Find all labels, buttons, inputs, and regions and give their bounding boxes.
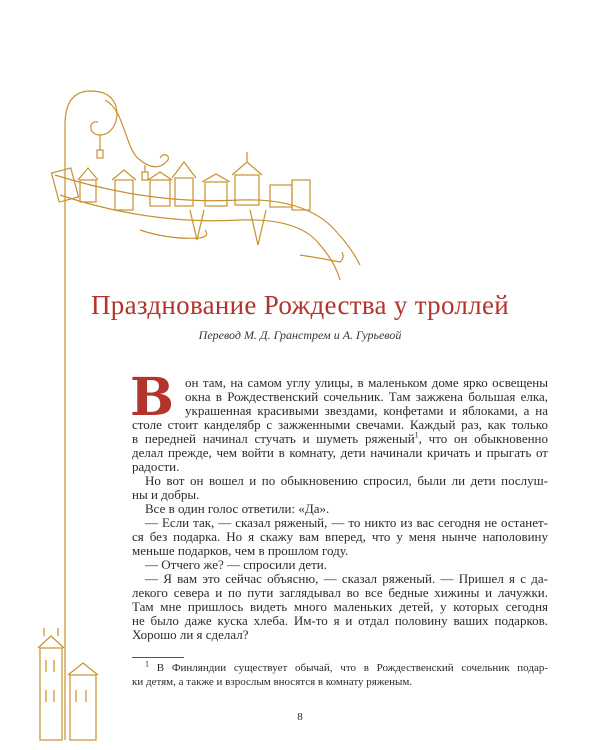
text-line: столе стоит канделябр с зажженными свечами. Каждый раз, как только: [132, 418, 548, 432]
text-line: — Отчего же? — спросили дети.: [145, 557, 327, 572]
footnote-divider: [132, 657, 184, 658]
text-fragment: в передней начинал стучать и шуметь ряженый: [132, 432, 415, 446]
text-line: Все в один голос ответили: «Да».: [145, 501, 330, 516]
paragraph: [132, 516, 548, 558]
footnote-ref[interactable]: 1: [414, 432, 419, 440]
text-line: Там мне пришлось видеть много маленьких детей, у которых сегодня: [132, 600, 548, 614]
text-line: Но вот он вошел и по обыкновению спросил, были ли дети послуш-: [145, 474, 548, 488]
houses-row: [51, 152, 360, 280]
page-title: Празднование Рождества у троллей: [91, 290, 509, 320]
text-line: украшенная красивыми звездами, конфетами и яблоками, а на: [185, 404, 548, 418]
paragraph: [130, 367, 548, 474]
towers-illustration: [38, 628, 98, 740]
page-number: 8: [297, 711, 303, 723]
text-line: ны и добры.: [132, 487, 200, 502]
footnote-mark: 1: [145, 661, 149, 669]
paragraph: [132, 474, 548, 502]
text-line: не было даже куска хлеба. Им-то я и отдал половину ваших подарков.: [132, 614, 548, 628]
text-line: Хорошо ли я сделал?: [132, 627, 249, 642]
footnote: [132, 661, 548, 690]
text-line: [132, 661, 548, 675]
text-line: — Если так, — сказал ряженый, — то никто из вас сегодня не останет-: [145, 516, 548, 530]
text-fragment: В Финляндии существует обычай, что в Рождественский сочельник подар-: [156, 662, 548, 674]
paragraph: [132, 572, 548, 642]
text-line: — Я вам это сейчас объясню, — сказал ряженый. — Пришел я с да-: [145, 572, 548, 586]
paragraph: [132, 502, 548, 516]
paragraph: [132, 558, 548, 572]
drop-cap: В: [130, 367, 174, 428]
text-line: ки детям, а также и взрослым вносятся в комнату ряженым.: [132, 676, 413, 688]
translator-credit: Перевод М. Д. Гранстрем и А. Гурьевой: [198, 328, 402, 342]
text-line: радости.: [132, 459, 180, 474]
text-line: ся без подарка. Но я скажу вам вперед, что у меня нынче наполовину: [132, 530, 548, 544]
text-line: [132, 432, 548, 446]
text-fragment: , что он обыкновенно: [418, 432, 548, 446]
text-line: окна в Рождественский сочельник. Там зажжена большая елка,: [185, 390, 548, 404]
text-line: лекого севера и по пути заглядывал во все бедные хижины и лачужки.: [132, 586, 548, 600]
text-line: меньше подарков, чем в прошлом году.: [132, 543, 349, 558]
text-line: он там, на самом углу улицы, в маленьком доме ярко освещены: [185, 376, 548, 390]
story-text: [130, 367, 548, 642]
text-line: делал прежде, чем войти в комнату, дети начинали кричать и прыгать от: [132, 446, 548, 460]
